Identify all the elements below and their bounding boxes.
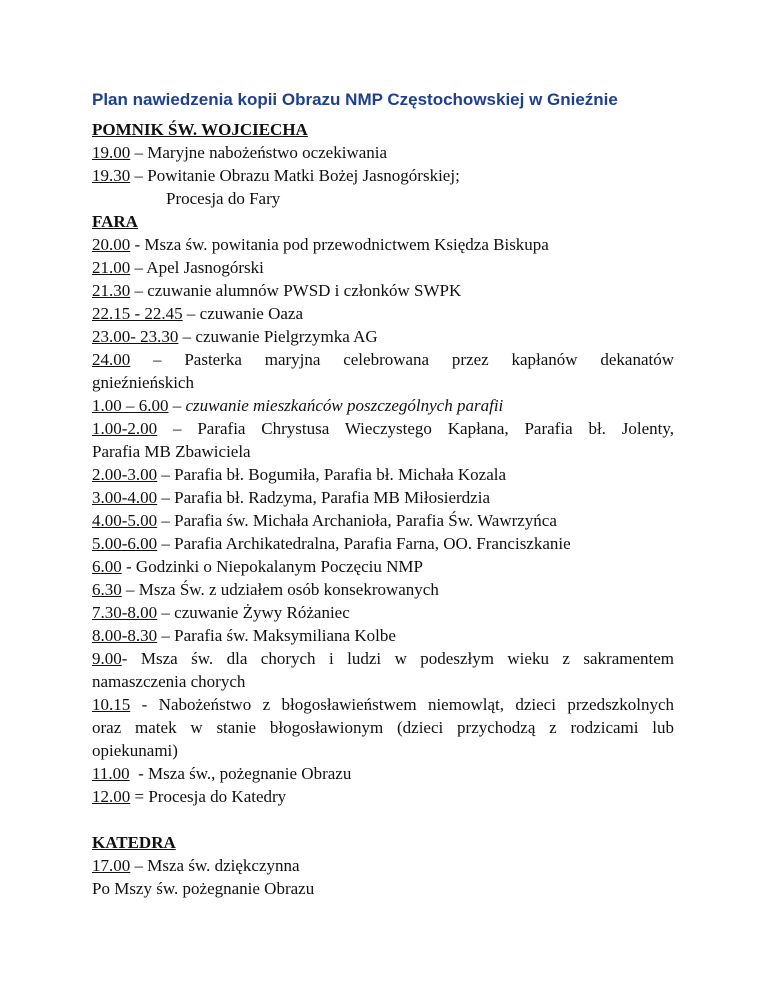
schedule-row-continuation: gnieźnieńskich xyxy=(92,373,194,392)
schedule-row: 5.00-6.00 – Parafia Archikatedralna, Parafia Farna, OO. Franciszkanie xyxy=(92,534,571,553)
schedule-row: 1.00-2.00 – Parafia Chrystusa Wieczystego Kapłana, Parafia bł. Jolenty, xyxy=(92,419,674,438)
schedule-row: 2.00-3.00 – Parafia bł. Bogumiła, Parafia bł. Michała Kozala xyxy=(92,465,507,484)
section-heading-fara: FARA xyxy=(92,212,138,231)
document-title: Plan nawiedzenia kopii Obrazu NMP Częstochowskiej w Gnieźnie xyxy=(92,90,618,109)
schedule-row: 19.30 – Powitanie Obrazu Matki Bożej Jasnogórskiej; xyxy=(92,166,460,185)
schedule-row: 17.00 – Msza św. dziękczynna xyxy=(92,856,300,875)
schedule-row: 19.00 – Maryjne nabożeństwo oczekiwania xyxy=(92,143,388,162)
schedule-row: 10.15 - Nabożeństwo z błogosławieństwem niemowląt, dzieci przedszkolnych xyxy=(92,695,674,714)
schedule-row: 12.00 = Procesja do Katedry xyxy=(92,787,287,806)
section-heading-katedra: KATEDRA xyxy=(92,833,176,852)
schedule-row: 7.30-8.00 – czuwanie Żywy Różaniec xyxy=(92,603,350,622)
closing-note: Po Mszy św. pożegnanie Obrazu xyxy=(92,879,315,898)
schedule-row-continuation: Parafia MB Zbawiciela xyxy=(92,442,251,461)
schedule-row: 6.00 - Godzinki o Niepokalanym Poczęciu NMP xyxy=(92,557,423,576)
schedule-row: 6.30 – Msza Św. z udziałem osób konsekrowanych xyxy=(92,580,439,599)
schedule-row: 21.00 – Apel Jasnogórski xyxy=(92,258,264,277)
schedule-row: 9.00- Msza św. dla chorych i ludzi w podeszłym wieku z sakramentem xyxy=(92,649,674,668)
schedule-row-continuation: namaszczenia chorych xyxy=(92,672,246,691)
section-spacer xyxy=(92,808,674,831)
schedule-row-continuation: oraz matek w stanie błogosławionym (dzieci przychodzą z rodzicami lub xyxy=(92,718,674,737)
schedule-row-continuation: opiekunami) xyxy=(92,741,178,760)
schedule-row: 20.00 - Msza św. powitania pod przewodnictwem Księdza Biskupa xyxy=(92,235,549,254)
schedule-row: 24.00 – Pasterka maryjna celebrowana przez kapłanów dekanatów xyxy=(92,350,674,369)
schedule-row: 11.00 - Msza św., pożegnanie Obrazu xyxy=(92,764,352,783)
document-page xyxy=(92,88,674,900)
schedule-row: 21.30 – czuwanie alumnów PWSD i członków SWPK xyxy=(92,281,462,300)
schedule-row-continuation: Procesja do Fary xyxy=(166,189,281,208)
schedule-row: 4.00-5.00 – Parafia św. Michała Archanioła, Parafia Św. Wawrzyńca xyxy=(92,511,557,530)
schedule-row: 23.00- 23.30 – czuwanie Pielgrzymka AG xyxy=(92,327,378,346)
schedule-row: 22.15 - 22.45 – czuwanie Oaza xyxy=(92,304,304,323)
schedule-row: 3.00-4.00 – Parafia bł. Radzyma, Parafia MB Miłosierdzia xyxy=(92,488,490,507)
section-heading-pomnik: POMNIK ŚW. WOJCIECHA xyxy=(92,120,308,139)
schedule-row: 1.00 – 6.00 – czuwanie mieszkańców poszczególnych parafii xyxy=(92,396,504,415)
schedule-row: 8.00-8.30 – Parafia św. Maksymiliana Kolbe xyxy=(92,626,396,645)
